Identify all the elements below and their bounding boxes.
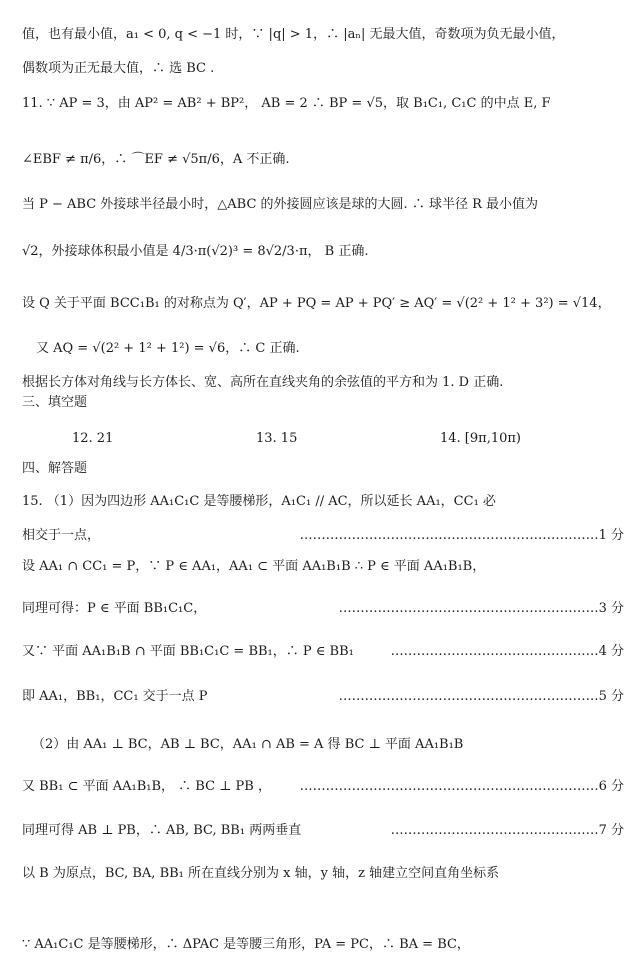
text-line: 设 AA₁ ∩ CC₁ = P，∵ P ∈ AA₁，AA₁ ⊂ 平面 AA₁B₁B ∴ P ∈ 平面 AA₁B₁B， (22, 559, 486, 574)
text-line: 同理可得 AB ⊥ PB，∴ AB, BC, BB₁ 两两垂直 (22, 823, 302, 838)
text-line: 11. ∵ AP = 3，由 AP² = AB² + BP²， AB = 2 ∴ BP = √5，取 B₁C₁, C₁C 的中点 E, F (22, 96, 551, 111)
text-line: 偶数项为正无最大值，∴ 选 BC . (22, 61, 215, 76)
text-line: 根据长方体对角线与长方体长、宽、高所在直线夹角的余弦值的平方和为 1. D 正确. (22, 375, 504, 390)
text-line: 15. （1）因为四边形 AA₁C₁C 是等腰梯形，A₁C₁ // AC，所以延长 AA₁，CC₁ 必 (22, 494, 496, 509)
text-line: ∠EBF ≠ π/6，∴ ⌒EF ≠ √5π/6，A 不正确. (22, 152, 290, 167)
text-line: 值，也有最小值，a₁ < 0, q < −1 时，∵ |q| > 1，∴ |aₙ| 无最大值，奇数项为负无最小值， (22, 27, 565, 42)
answer-14: 14. [9π,10π) (440, 431, 521, 446)
text-line: 又 BB₁ ⊂ 平面 AA₁B₁B， ∴ BC ⊥ PB ， (22, 779, 271, 794)
score-mark: ……………………………………………………5 分 (338, 689, 624, 704)
section-heading: 四、解答题 (22, 461, 88, 476)
answer-13: 13. 15 (256, 431, 298, 446)
text-line: √2，外接球体积最小值是 4/3·π(√2)³ = 8√2/3·π， B 正确. (22, 244, 369, 259)
answer-12: 12. 21 (72, 431, 114, 446)
score-mark: …………………………………………7 分 (390, 823, 624, 838)
text-line: 又∵ 平面 AA₁B₁B ∩ 平面 BB₁C₁C = BB₁，∴ P ∈ BB₁ (22, 644, 354, 659)
score-mark: …………………………………………4 分 (390, 644, 624, 659)
text-line: 又 AQ = √(2² + 1² + 1²) = √6，∴ C 正确. (36, 341, 300, 356)
text-line: 同理可得：P ∈ 平面 BB₁C₁C， (22, 601, 207, 616)
text-line: 当 P − ABC 外接球半径最小时，△ABC 的外接圆应该是球的大圆. ∴ 球半径 R 最小值为 (22, 197, 539, 212)
score-mark: ……………………………………………………………6 分 (299, 779, 624, 794)
text-line: 设 Q 关于平面 BCC₁B₁ 的对称点为 Q′，AP + PQ = AP + PQ′ ≥ AQ′ = √(2² + 1² + 3²) = √14， (22, 296, 611, 311)
score-mark: ……………………………………………………………1 分 (299, 528, 624, 543)
text-line: ∵ AA₁C₁C 是等腰梯形，∴ ΔPAC 是等腰三角形，PA = PC，∴ BA = BC， (22, 937, 470, 952)
text-line: 相交于一点， (22, 528, 101, 543)
score-mark: ……………………………………………………3 分 (338, 601, 624, 616)
text-line: 即 AA₁，BB₁，CC₁ 交于一点 P (22, 689, 208, 704)
section-heading: 三、填空题 (22, 395, 88, 410)
text-line: （2）由 AA₁ ⊥ BC，AB ⊥ BC，AA₁ ∩ AB = A 得 BC ⊥ 平面 AA₁B₁B (32, 737, 464, 752)
text-line: 以 B 为原点，BC, BA, BB₁ 所在直线分别为 x 轴，y 轴，z 轴建立空间直角坐标系 (22, 866, 500, 881)
